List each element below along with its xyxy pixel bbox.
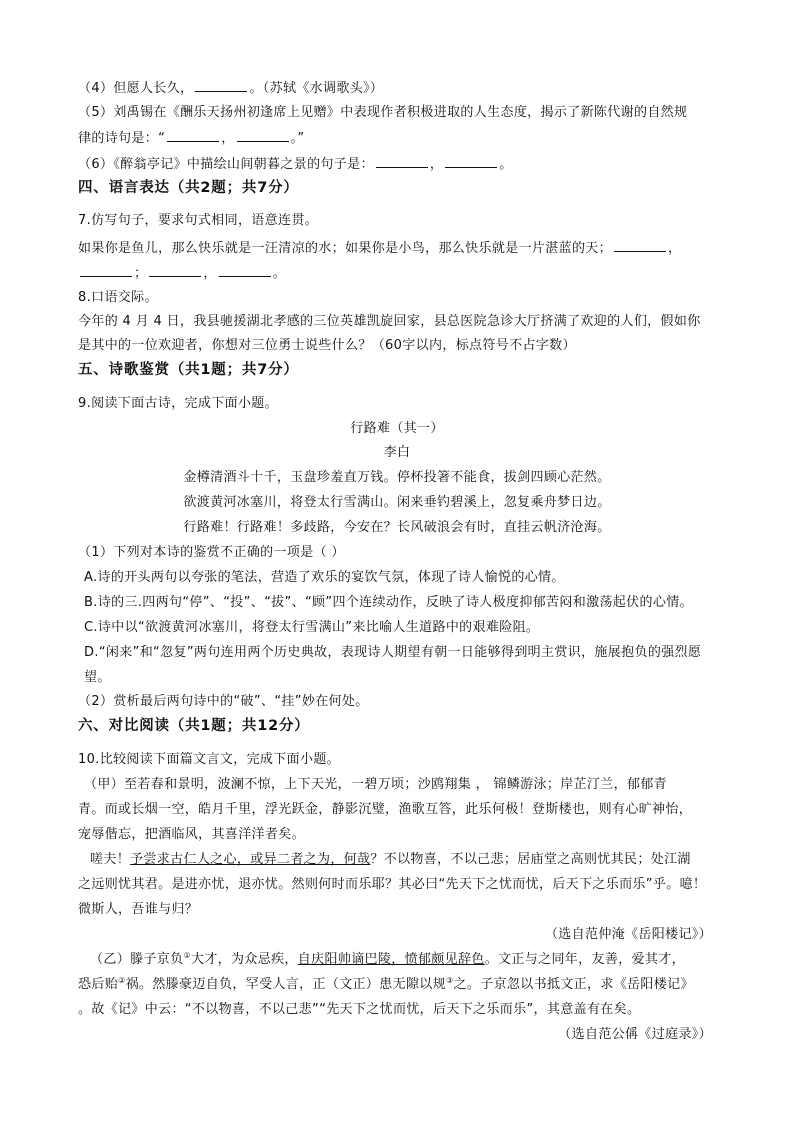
question-9-2-prompt: （2）赏析最后两句诗中的“破”、“挂”妙在何处。 [78, 694, 369, 709]
question-5-line-1: （5）刘禹锡在《酬乐天扬州初逢席上见赠》中表现作者积极进取的人生态度，揭示了新陈代谢的自然规 [78, 105, 688, 120]
passage-yi-line-2: 恐后贻②祸。然滕豪迈自负，罕受人言，正（文正）患无隙以规③之。子京忽以书抵文正，求《岳阳楼记》 [78, 976, 694, 992]
poem-title: 行路难（其一） [350, 421, 444, 436]
poem-line-3: 行路难！行路难！多歧路，今安在？长风破浪会有时，直挂云帆济沧海。 [183, 520, 611, 535]
answer-blank[interactable] [237, 129, 289, 142]
answer-blank[interactable] [195, 79, 247, 92]
question-10-prompt: 10.比较阅读下面篇文言文，完成下面小题。 [78, 752, 341, 767]
passage-yi-line-3: 。故《记》中云：“不以物喜，不以己悲”“先天下之忧而忧，后天下之乐而乐”，其意盖有在矣。 [78, 1002, 641, 1017]
underlined-sentence: 自庆阳帅谪巴陵，愤郁颇见辞色 [297, 952, 485, 967]
question-4-line: （4）但愿人长久， 。（苏轼《水调歌头》） [78, 81, 384, 96]
option-b[interactable]: B.诗的三.四两句“停”、“投”、“拔”、“顾”四个连续动作，反映了诗人极度抑郁苦闷和激荡起伏的心情。 [84, 595, 693, 610]
poem-line-2: 欲渡黄河冰塞川，将登太行雪满山。闲来垂钓碧溪上，忽复乘舟梦日边。 [183, 495, 611, 510]
passage-yi-line-1: （乙）滕子京负①大才，为众忌疾，自庆阳帅谪巴陵，愤郁颇见辞色。文正与之同年，友善，爱其才， [90, 951, 685, 967]
section-4-heading: 四、语言表达（共2题；共7分） [78, 180, 299, 196]
footnote-marker: ② [118, 976, 126, 985]
passage-jia-line-2: 青。而或长烟一空，皓月千里，浮光跃金，静影沉璧，渔歌互答，此乐何极！登斯楼也，则有心旷神怡， [78, 802, 693, 817]
answer-blank[interactable] [445, 155, 497, 168]
question-5-line-2: 律的诗句是：“ ， 。” [78, 131, 305, 146]
passage-jia-source: （选自范仲淹《岳阳楼记》） [544, 927, 712, 942]
passage-jia-line-5: 之远则忧其君。是进亦忧，退亦忧。然则何时而乐耶？其必曰“先天下之忧而忧，后天下之乐而乐”乎。噫！ [78, 877, 707, 892]
option-d[interactable]: D.“闲来”和“忽复”两句连用两个历史典故，表现诗人期望有朝一日能够得到明主赏识，施展抱负的强烈愿 [84, 645, 702, 660]
answer-blank[interactable] [149, 264, 201, 277]
question-7-blanks: ； ， 。 [78, 264, 728, 283]
question-8-line-1: 今年的 4 月 4 日，我县驰援湖北孝感的三位英雄凯旋回家，县总医院急诊大厅挤满了欢迎的人们，假如你 [78, 314, 701, 329]
passage-yi-source: （选自范公偁《过庭录》） [558, 1027, 712, 1042]
passage-jia-line-1: （甲）至若春和景明，波澜不惊，上下天光，一碧万顷；沙鸥翔集 ， 锦鳞游泳；岸芷汀兰，郁郁青 [84, 777, 668, 792]
answer-blank[interactable] [219, 264, 271, 277]
question-8-line-2: 是其中的一位欢迎者，你想对三位勇士说些什么？（60字以内，标点符号不占字数） [78, 338, 576, 353]
footnote-marker: ③ [446, 976, 454, 985]
option-a[interactable]: A.诗的开头两句以夸张的笔法，营造了欢乐的宴饮气氛，体现了诗人愉悦的心情。 [84, 570, 565, 585]
poem-line-1: 金樽清酒斗十千，玉盘珍羞直万钱。停杯投箸不能食，拔剑四顾心茫然。 [183, 470, 611, 485]
answer-blank[interactable] [614, 239, 666, 252]
passage-jia-line-6: 微斯人，吾谁与归？ [78, 902, 199, 917]
passage-jia-line-4: 嗟夫！予尝求古仁人之心，或异二者之为，何哉？不以物喜，不以己悲；居庙堂之高则忧其民；处江湖 [90, 852, 691, 867]
option-d-continued: 望。 [84, 670, 111, 685]
answer-blank[interactable] [376, 155, 428, 168]
question-8-prompt: 8.口语交际。 [78, 290, 158, 305]
footnote-marker: ① [183, 951, 191, 960]
underlined-sentence: 予尝求古仁人之心，或异二者之为，何哉 [130, 852, 371, 867]
section-6-heading: 六、对比阅读（共1题；共12分） [78, 718, 310, 734]
question-7-example: 如果你是鱼儿，那么快乐就是一汪清凉的水；如果你是小鸟，那么快乐就是一片湛蓝的天； ， [78, 241, 682, 256]
passage-jia-line-3: 宠辱偕忘，把酒临风，其喜洋洋者矣。 [78, 827, 305, 842]
section-5-heading: 五、诗歌鉴赏（共1题；共7分） [78, 362, 299, 378]
question-9-1-prompt: （1）下列对本诗的鉴赏不正确的一项是（ ） [78, 545, 345, 560]
answer-blank[interactable] [167, 129, 219, 142]
question-7-prompt: 7.仿写句子，要求句式相同，语意连贯。 [78, 213, 319, 228]
question-6-line: （6）《醉翁亭记》中描绘山间朝暮之景的句子是： ， 。 [78, 157, 513, 172]
option-c[interactable]: C.诗中以“欲渡黄河冰塞川，将登太行雪满山”来比喻人生道路中的艰难险阻。 [84, 620, 540, 635]
question-9-prompt: 9.阅读下面古诗，完成下面小题。 [78, 396, 279, 411]
poem-author: 李白 [383, 445, 411, 460]
answer-blank[interactable] [80, 264, 132, 277]
